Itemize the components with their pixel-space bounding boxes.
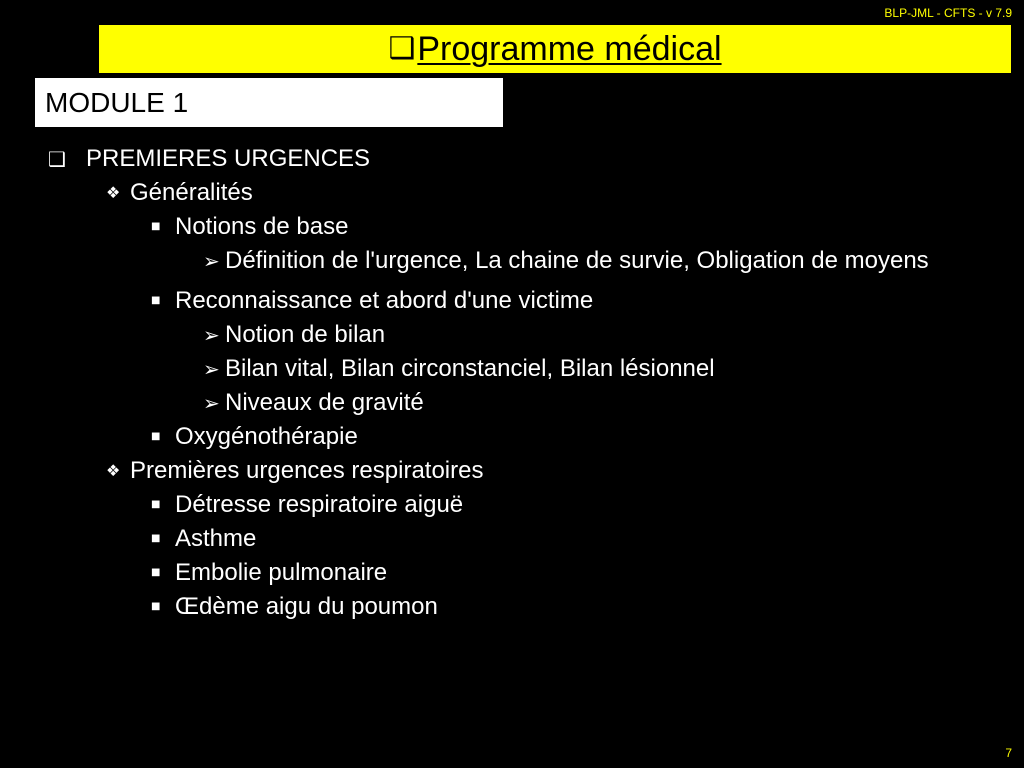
module-label: MODULE 1 bbox=[45, 86, 189, 118]
list-item bbox=[0, 210, 1000, 244]
list-item-label: Définition de l'urgence, La chaine de survie, Obligation de moyens bbox=[225, 247, 929, 274]
list-item bbox=[0, 488, 1000, 522]
list-item-label: Notions de base bbox=[175, 213, 349, 240]
list-item-label: PREMIERES URGENCES bbox=[86, 145, 371, 172]
list-item bbox=[0, 244, 1000, 278]
list-item-label: Généralités bbox=[130, 179, 253, 206]
list-item bbox=[0, 352, 1000, 386]
arrow-bullet-icon: ➢ bbox=[203, 323, 220, 347]
square-bullet-icon: ■ bbox=[151, 221, 161, 232]
list-item-label: Notion de bilan bbox=[225, 321, 386, 348]
list-item bbox=[0, 590, 1000, 624]
list-item-label: Bilan vital, Bilan circonstanciel, Bilan lésionnel bbox=[225, 355, 715, 382]
list-item-label: Œdème aigu du poumon bbox=[175, 593, 438, 620]
list-item bbox=[0, 284, 1000, 318]
list-item bbox=[0, 176, 1000, 210]
list-item bbox=[0, 142, 1000, 176]
square-bullet-icon: ■ bbox=[151, 499, 161, 510]
arrow-bullet-icon: ➢ bbox=[203, 249, 220, 273]
diamond-bullet-icon: ❖ bbox=[106, 183, 121, 202]
list-item bbox=[0, 420, 1000, 454]
list-item bbox=[0, 454, 1000, 488]
square-bullet-icon: ■ bbox=[151, 431, 161, 442]
arrow-bullet-icon: ➢ bbox=[203, 391, 220, 415]
list-item-label: Embolie pulmonaire bbox=[175, 559, 388, 586]
list-item-label: Niveaux de gravité bbox=[225, 389, 424, 416]
arrow-bullet-icon: ➢ bbox=[203, 357, 220, 381]
list-item-label: Premières urgences respiratoires bbox=[130, 457, 484, 484]
list-item bbox=[0, 386, 1000, 420]
square-bullet-icon: ■ bbox=[151, 601, 161, 612]
list-item-label: Oxygénothérapie bbox=[175, 423, 358, 450]
version-label: BLP-JML - CFTS - v 7.9 bbox=[884, 6, 1012, 20]
checkbox-icon: ❑ bbox=[388, 31, 416, 66]
list-item bbox=[0, 522, 1000, 556]
diamond-bullet-icon: ❖ bbox=[106, 461, 121, 480]
square-bullet-icon: ■ bbox=[151, 295, 161, 306]
outline-list bbox=[0, 142, 1000, 624]
list-item-label: Asthme bbox=[175, 525, 257, 552]
module-box bbox=[35, 78, 503, 127]
title-bar bbox=[99, 25, 1011, 73]
square-bullet-icon: ■ bbox=[151, 567, 161, 578]
slide-title[interactable]: Programme médical bbox=[417, 29, 722, 68]
list-item bbox=[0, 556, 1000, 590]
list-item-label: Reconnaissance et abord d'une victime bbox=[175, 287, 594, 314]
list-item-label: Détresse respiratoire aiguë bbox=[175, 491, 464, 518]
checkbox-bullet-icon: ❑ bbox=[48, 147, 66, 171]
list-item bbox=[0, 318, 1000, 352]
square-bullet-icon: ■ bbox=[151, 533, 161, 544]
page-number: 7 bbox=[1005, 746, 1012, 760]
